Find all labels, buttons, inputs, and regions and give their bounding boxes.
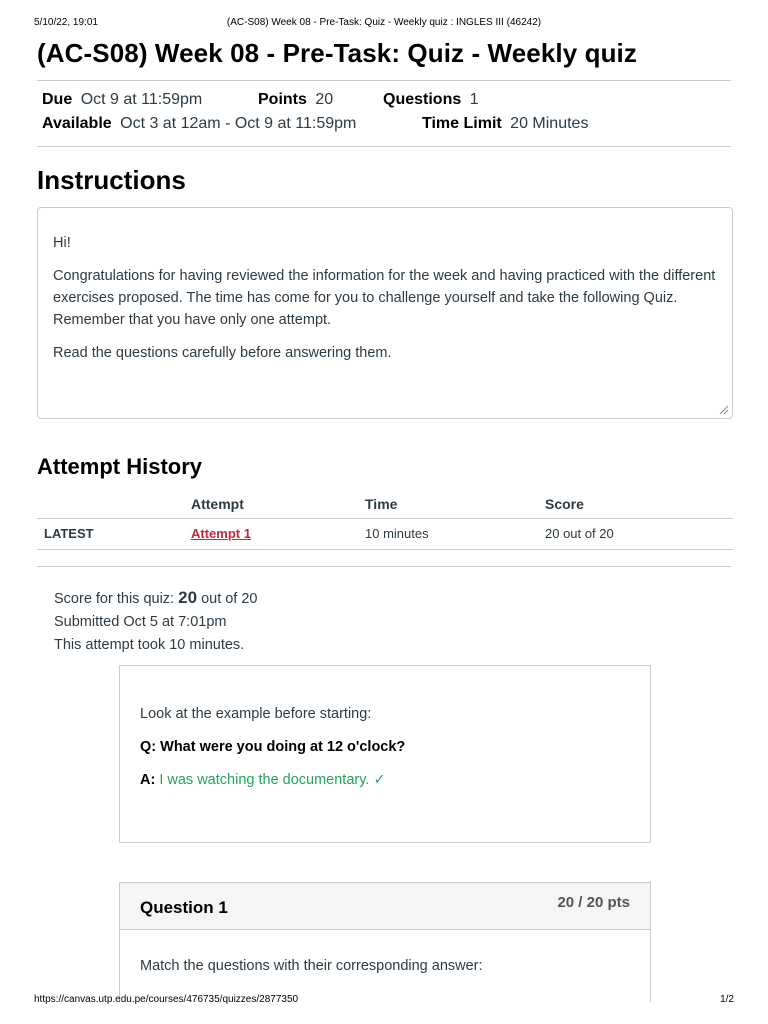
points-meta [258,91,333,109]
points-label: Points [258,91,307,108]
questions-label: Questions [383,91,462,108]
column-header-attempt: Attempt [191,490,365,518]
due-value: Oct 9 at 11:59pm [80,91,203,108]
print-page-number: 1/2 [720,994,734,1005]
available-label: Available [42,115,112,132]
attempt-history-table [37,490,733,550]
instructions-box[interactable] [37,207,733,419]
divider [37,80,731,81]
example-box [119,665,651,843]
example-intro: Look at the example before starting: [140,706,372,722]
print-title: (AC-S08) Week 08 - Pre-Task: Quiz - Weekly quiz : INGLES III (46242) [226,17,542,28]
available-meta [42,115,356,133]
attempt-link[interactable]: Attempt 1 [191,526,251,541]
due-meta [42,91,202,109]
duration-text: This attempt took 10 minutes. [54,637,245,653]
attempt-time: 10 minutes [365,518,545,549]
column-header-score: Score [545,490,733,518]
column-header [37,490,191,518]
column-header-time: Time [365,490,545,518]
questions-meta [383,91,479,109]
resize-grip-icon[interactable] [719,405,729,415]
question-card [119,882,651,1002]
divider [37,566,731,567]
instructions-paragraph: Congratulations for having reviewed the information for the week and having practiced with the different exercises proposed. The time has come for you to challenge yourself and take the following Quiz. Remember that you have only one attempt. [53,268,716,328]
attempt-score: 20 out of 20 [545,518,733,549]
score-line [54,586,258,611]
example-question: Q: What were you doing at 12 o'clock? [140,739,406,755]
example-answer [140,770,630,791]
questions-value: 1 [469,91,479,108]
score-prefix: Score for this quiz: [54,591,175,607]
available-value: Oct 3 at 12am - Oct 9 at 11:59pm [120,115,357,132]
score-value: 20 [178,588,198,607]
instructions-heading: Instructions [37,165,186,195]
question-header [120,883,650,930]
print-url: https://canvas.utp.edu.pe/courses/476735/quizzes/2877350 [34,994,299,1005]
attempt-history-heading: Attempt History [37,454,203,479]
score-suffix: out of 20 [201,591,258,607]
instructions-paragraph: Hi! [53,235,71,251]
answer-text: I was watching the documentary. ✓ [159,772,386,788]
answer-label: A: [140,772,156,788]
question-prompt: Match the questions with their corresponding answer: [140,958,483,974]
question-title: Question 1 [140,898,228,917]
score-summary [54,586,258,657]
time-limit-value: 20 Minutes [510,115,589,132]
instructions-paragraph: Read the questions carefully before answering them. [53,345,392,361]
latest-label: LATEST [37,518,191,549]
due-label: Due [42,91,73,108]
question-points: 20 / 20 pts [557,894,630,911]
print-timestamp: 5/10/22, 19:01 [34,17,98,28]
page-title: (AC-S08) Week 08 - Pre-Task: Quiz - Weekly quiz [37,38,637,68]
points-value: 20 [315,91,334,108]
submitted-text: Submitted Oct 5 at 7:01pm [54,614,227,630]
time-limit-meta [422,115,588,133]
divider [37,146,731,147]
table-header-row [37,490,733,518]
table-row [37,518,733,549]
time-limit-label: Time Limit [422,115,502,132]
print-header [34,17,734,31]
print-footer [34,994,734,1008]
